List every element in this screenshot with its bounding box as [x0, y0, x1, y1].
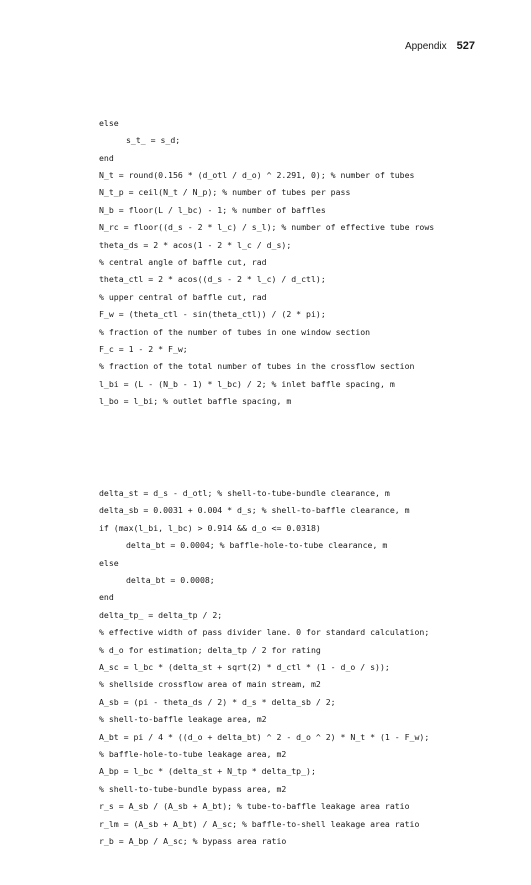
code-line: % baffle-hole-to-tube leakage area, m2 [99, 748, 287, 759]
page-number: 527 [456, 40, 475, 52]
code-line: % d_o for estimation; delta_tp / 2 for rating [99, 644, 321, 655]
code-line: % fraction of the number of tubes in one window section [99, 326, 371, 337]
code-line: end [99, 592, 114, 603]
code-block-separator [99, 445, 434, 450]
code-line: r_lm = (A_sb + A_bt) / A_sc; % baffle-to-shell leakage area ratio [99, 818, 420, 829]
code-line: delta_bt = 0.0004; % baffle-hole-to-tube clearance, m [126, 540, 388, 551]
code-line: r_b = A_bp / A_sc; % bypass area ratio [99, 835, 287, 846]
code-listing [99, 80, 434, 885]
code-line: delta_sb = 0.0031 + 0.004 * d_s; % shell-to-baffle clearance, m [99, 505, 410, 516]
code-line: % shell-to-tube-bundle bypass area, m2 [99, 783, 287, 794]
code-line: else [99, 117, 119, 128]
code-line: N_t = round(0.156 * (d_otl / d_o) ^ 2.291, 0); % number of tubes [99, 169, 415, 180]
code-line: else [99, 557, 119, 568]
code-line: delta_tp_ = delta_tp / 2; [99, 609, 223, 620]
code-line: A_sc = l_bc * (delta_st + sqrt(2) * d_ctl * (1 - d_o / s)); [99, 661, 390, 672]
code-line: A_sb = (pi - theta_ds / 2) * d_s * delta_sb / 2; [99, 696, 336, 707]
code-line: % shellside crossflow area of main stream, m2 [99, 679, 321, 690]
code-line: % effective width of pass divider lane. 0 for standard calculation; [99, 627, 430, 638]
code-line: theta_ds = 2 * acos(1 - 2 * l_c / d_s); [99, 239, 292, 250]
code-line: r_s = A_sb / (A_sb + A_bt); % tube-to-baffle leakage area ratio [99, 801, 410, 812]
section-title: Appendix [404, 41, 447, 52]
code-line: % central angle of baffle cut, rad [99, 256, 267, 267]
code-line: % fraction of the total number of tubes in the crossflow section [99, 361, 415, 372]
code-line: F_c = 1 - 2 * F_w; [99, 343, 188, 354]
code-line: l_bi = (L - (N_b - 1) * l_bc) / 2; % inlet baffle spacing, m [99, 378, 395, 389]
code-line: l_bo = l_bi; % outlet baffle spacing, m [99, 396, 292, 407]
code-line: end [99, 152, 114, 163]
code-line: % shell-to-baffle leakage area, m2 [99, 714, 267, 725]
code-line: delta_st = d_s - d_otl; % shell-to-tube-bundle clearance, m [99, 488, 390, 499]
code-line: N_b = floor(L / l_bc) - 1; % number of baffles [99, 204, 326, 215]
code-line: % upper central of baffle cut, rad [99, 291, 267, 302]
running-header [405, 40, 475, 52]
code-line: N_rc = floor((d_s - 2 * l_c) / s_l); % number of effective tube rows [99, 222, 435, 233]
code-line: theta_ctl = 2 * acos((d_s - 2 * l_c) / d_ctl); [99, 274, 326, 285]
code-block-2 [99, 485, 434, 850]
code-line: delta_bt = 0.0008; [126, 575, 215, 586]
code-line: F_w = (theta_ctl - sin(theta_ctl)) / (2 * pi); [99, 309, 326, 320]
code-block-1 [99, 115, 434, 411]
code-line: A_bp = l_bc * (delta_st + N_tp * delta_tp_); [99, 766, 316, 777]
code-line: s_t_ = s_d; [126, 135, 181, 146]
code-line: if (max(l_bi, l_bc) > 0.914 && d_o <= 0.0318) [99, 522, 321, 533]
code-line: N_t_p = ceil(N_t / N_p); % number of tubes per pass [99, 187, 351, 198]
code-line: A_bt = pi / 4 * ((d_o + delta_bt) ^ 2 - d_o ^ 2) * N_t * (1 - F_w); [99, 731, 430, 742]
